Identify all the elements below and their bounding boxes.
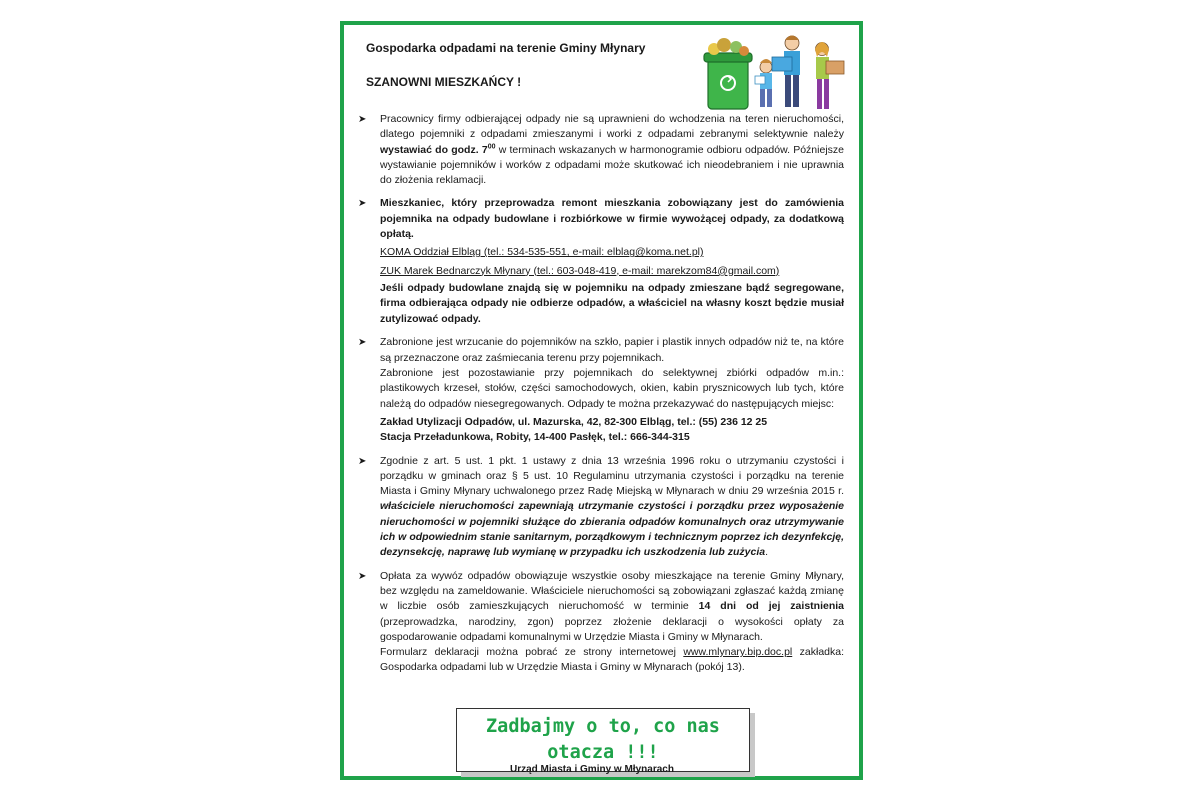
text: Zabronione jest wrzucanie do pojemników na szkło, papier i plastik innych odpadów niż te, na które są przeznaczone oraz zaśmiecania terenu przy pojemnikach. — [380, 336, 844, 364]
arrow-bullet-icon: ➤ — [358, 455, 367, 467]
text: Opłata za wywóz odpadów obowiązuje wszystkie osoby mieszkające na terenie Gminy Młynary, bez względu na zameldowanie. Właściciele nieruchomości są zobowiązani zgłaszać każdą zmianę w liczbie osób zamieszkujących nieruchomość w terminie — [380, 569, 844, 613]
deadline-bold: wystawiać do godz. 7 — [380, 143, 488, 156]
arrow-bullet-icon: ➤ — [358, 114, 367, 125]
text: Zgodnie z art. 5 ust. 1 pkt. 1 ustawy z dnia 13 września 1996 roku o utrzymaniu czystości i porządku w gminach oraz § 5 ust. 10 Regulaminu utrzymania czystości i porządku na terenie Miasta i Gminy Młynary uchwalonego przez Radę Miejską w Młynarach w dniu 29 września 2015 r. — [380, 454, 844, 498]
owner-obligation: właściciele nieruchomości zapewniają utrzymanie czystości i porządku przez wyposażenie nieruchomości w pojemniki służące do zbierania odpadów komunalnych oraz utrzymywanie ich w odpowiednim stanie sanitarnym, porządkowym i technicznym poprzez ich dezynfekcję, dezynsekcję, naprawę lub wymianę w przypadku ich uszkodzenia lub zużycia — [380, 500, 844, 559]
slogan-text: Zadbajmy o to, co nas otacza !!! — [486, 716, 720, 763]
deadline-14-days: 14 dni od jej zaistnienia — [698, 600, 844, 613]
arrow-bullet-icon: ➤ — [358, 337, 367, 349]
contact-koma: KOMA Oddział Elbląg (tel.: 534-535-551, e-mail: elblag@koma.net.pl) — [380, 246, 704, 259]
greeting: SZANOWNI MIESZKAŃCY ! — [366, 75, 522, 89]
bip-link[interactable]: www.mlynary.bip.doc.pl — [683, 646, 793, 659]
renovation-notice: Mieszkaniec, który przeprowadza remont mieszkania zobowiązany jest do zamówienia pojemnika na odpady budowlane i rozbiórkowe w firmie wywożącej odpady, za dodatkową opłatą. — [380, 197, 844, 241]
bullet-prohibited-items — [354, 335, 844, 445]
slogan-box — [456, 708, 750, 772]
arrow-bullet-icon: ➤ — [358, 570, 367, 582]
flyer-frame — [340, 21, 863, 780]
text: (przeprowadzka, narodziny, zgon) poprzez złożenie deklaracji o wysokości opłaty za gospodarowanie odpadami komunalnymi w Urzędzie Miasta i Gminy w Młynarach. — [380, 615, 844, 643]
flyer-title: Gospodarka odpadami na terenie Gminy Młynary — [366, 41, 646, 55]
deadline-superscript: 00 — [487, 143, 496, 151]
bullet-renovation-waste — [354, 196, 844, 327]
text: w terminach wskazanych w harmonogramie odbioru odpadów. Późniejsze wystawianie pojemników i worków z odpadami może skutkować ich nieodebraniem i nie uprawnia do złożenia reklamacji. — [380, 143, 844, 187]
bullet-fees — [354, 569, 844, 676]
text: Zabronione jest pozostawianie przy pojemnikach do selektywnej zbiórki odpadów m.in.: plastikowych krzeseł, stołów, części samochodowych, okien, kabin prysznicowych lub tych, które należą do odpadów niesegregowanych. Odpady te można przekazywać do następujących miejsc: — [380, 367, 844, 410]
contact-zuk: ZUK Marek Bednarczyk Młynary (tel.: 603-048-419, e-mail: marekzom84@gmail.com) — [380, 264, 780, 277]
text: zakładka: Gospodarka odpadami lub w Urzędzie Miasta i Gminy w Młynarach (pokój 13). — [380, 646, 845, 674]
bullet-list — [354, 112, 844, 684]
text: Pracownicy firmy odbierającej odpady nie są uprawnieni do wchodzenia na teren nieruchomości, dlatego pojemniki z odpadami zmieszanymi i worki z odpadami zebranymi selektywnie należy — [380, 113, 844, 141]
bullet-collection-time — [354, 112, 844, 188]
renovation-warning: Jeśli odpady budowlane znajdą się w pojemniku na odpady zmieszane bądź segregowane, firma odbierająca odpady nie odbierze odpadów, a właściciel na własny koszt będzie musiał zutylizować odpady. — [380, 281, 844, 325]
arrow-bullet-icon: ➤ — [358, 198, 367, 210]
address-zuo: Zakład Utylizacji Odpadów, ul. Mazurska, 42, 82-300 Elbląg, tel.: (55) 236 12 25 — [380, 415, 768, 428]
text: Formularz deklaracji można pobrać ze strony internetowej — [380, 646, 684, 659]
bullet-legal-basis — [354, 454, 844, 561]
footer-signature — [510, 764, 700, 769]
text: . — [765, 546, 769, 559]
address-station: Stacja Przeładunkowa, Robity, 14-400 Pasłęk, tel.: 666-344-315 — [380, 431, 690, 444]
recycling-family-illustration — [698, 29, 848, 113]
